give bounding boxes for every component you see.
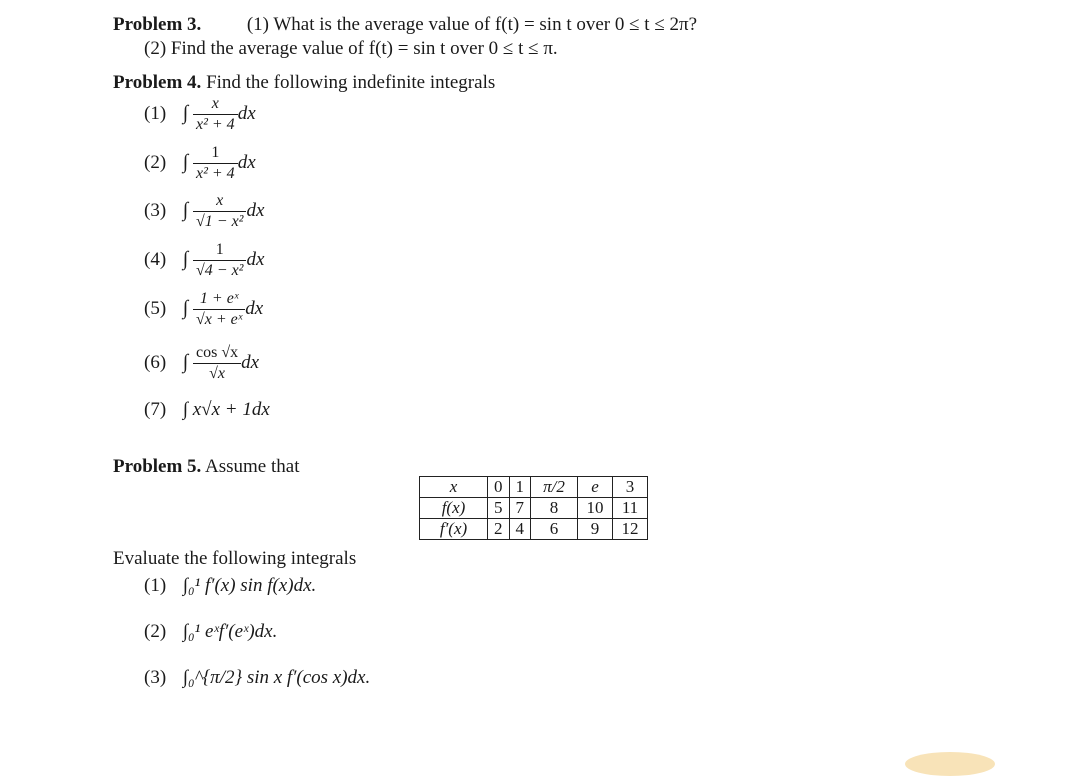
table-cell: 9 bbox=[578, 519, 613, 540]
problem-4-intro: Find the following indefinite integrals bbox=[206, 72, 496, 93]
differential: dx bbox=[237, 151, 256, 173]
table-cell: 4 bbox=[509, 519, 531, 540]
problem-4-item-4 bbox=[144, 240, 264, 281]
problem-5-item-1 bbox=[144, 575, 316, 597]
item-label: (5) bbox=[144, 297, 167, 319]
denominator: x² + 4 bbox=[193, 163, 238, 184]
table-cell: 7 bbox=[509, 498, 531, 519]
problem-5-item-2 bbox=[144, 621, 277, 643]
table-cell: π/2 bbox=[531, 477, 578, 498]
table-row bbox=[420, 498, 648, 519]
integral-expression: ∫₀¹ f′(x) sin f(x)dx. bbox=[182, 575, 317, 596]
fraction bbox=[193, 240, 246, 281]
item-label: (1) bbox=[144, 102, 167, 124]
problem-5-title: Problem 5. bbox=[113, 456, 202, 477]
differential: dx bbox=[245, 297, 264, 319]
table-cell: f′(x) bbox=[420, 519, 488, 540]
problem-4-header bbox=[113, 72, 495, 94]
integral-expression: ∫₀¹ eˣf′(eˣ)dx. bbox=[182, 621, 278, 642]
differential: dx bbox=[246, 248, 265, 270]
table-cell: x bbox=[420, 477, 488, 498]
integral-expression: ∫ x√x + 1dx bbox=[182, 399, 270, 420]
table-cell: 1 bbox=[509, 477, 531, 498]
item-label: (4) bbox=[144, 248, 167, 270]
problem-4-item-6 bbox=[144, 343, 259, 384]
problem-3-header bbox=[113, 14, 697, 36]
numerator: 1 bbox=[215, 241, 224, 258]
fraction bbox=[193, 343, 241, 384]
integral-sign: ∫ bbox=[182, 350, 189, 373]
numerator: cos √x bbox=[195, 344, 239, 361]
numerator: 1 + eˣ bbox=[199, 290, 239, 307]
differential: dx bbox=[237, 102, 256, 124]
denominator: √x + eˣ bbox=[193, 309, 245, 330]
problem-4-item-2 bbox=[144, 143, 256, 184]
item-label: (6) bbox=[144, 351, 167, 373]
table-cell: 3 bbox=[613, 477, 648, 498]
problem-4-item-7 bbox=[144, 399, 270, 421]
problem-4-item-3 bbox=[144, 191, 264, 232]
problem-4-item-5 bbox=[144, 289, 263, 330]
problem-5-item-3 bbox=[144, 667, 370, 689]
table-cell: 8 bbox=[531, 498, 578, 519]
fraction bbox=[193, 191, 246, 232]
table-cell: f(x) bbox=[420, 498, 488, 519]
problem-4-title: Problem 4. bbox=[113, 72, 202, 93]
item-label: (3) bbox=[144, 667, 167, 688]
problem-5-evaluate-text: Evaluate the following integrals bbox=[113, 548, 357, 569]
numerator: x bbox=[216, 192, 224, 209]
fraction bbox=[193, 289, 245, 330]
table-cell: 6 bbox=[531, 519, 578, 540]
decorative-smudge bbox=[905, 752, 995, 776]
item-label: (7) bbox=[144, 399, 167, 420]
problem-3-part-2: (2) Find the average value of f(t) = sin t over 0 ≤ t ≤ π. bbox=[144, 38, 558, 59]
integral-sign: ∫ bbox=[182, 198, 189, 221]
item-label: (3) bbox=[144, 199, 167, 221]
problem-3-part-1: (1) What is the average value of f(t) = sin t over 0 ≤ t ≤ 2π? bbox=[246, 14, 698, 35]
numerator: 1 bbox=[211, 144, 220, 161]
integral-sign: ∫ bbox=[182, 247, 189, 270]
item-label: (2) bbox=[144, 621, 167, 642]
item-label: (2) bbox=[144, 151, 167, 173]
integral-sign: ∫ bbox=[182, 101, 189, 124]
table-cell: 10 bbox=[578, 498, 613, 519]
problem-4-item-1 bbox=[144, 94, 256, 135]
integral-sign: ∫ bbox=[182, 150, 189, 173]
differential: dx bbox=[246, 199, 265, 221]
table-cell: 5 bbox=[488, 498, 510, 519]
integral-sign: ∫ bbox=[182, 296, 189, 319]
item-label: (1) bbox=[144, 575, 167, 596]
table-header-row bbox=[420, 477, 648, 498]
table-row bbox=[420, 519, 648, 540]
fraction bbox=[193, 94, 238, 135]
denominator: √4 − x² bbox=[193, 260, 246, 281]
numerator: x bbox=[211, 95, 219, 112]
table-cell: 12 bbox=[613, 519, 648, 540]
integral-expression: ∫₀^{π/2} sin x f′(cos x)dx. bbox=[182, 667, 371, 688]
table-cell: 11 bbox=[613, 498, 648, 519]
problem-5-intro: Assume that bbox=[205, 456, 300, 477]
value-table bbox=[419, 476, 648, 540]
denominator: √x bbox=[193, 363, 241, 384]
table-cell: e bbox=[578, 477, 613, 498]
table-cell: 2 bbox=[488, 519, 510, 540]
denominator: x² + 4 bbox=[193, 114, 238, 135]
problem-5-header bbox=[113, 456, 299, 478]
denominator: √1 − x² bbox=[193, 211, 246, 232]
differential: dx bbox=[241, 351, 260, 373]
fraction bbox=[193, 143, 238, 184]
table-cell: 0 bbox=[488, 477, 510, 498]
problem-3-title: Problem 3. bbox=[113, 14, 202, 35]
